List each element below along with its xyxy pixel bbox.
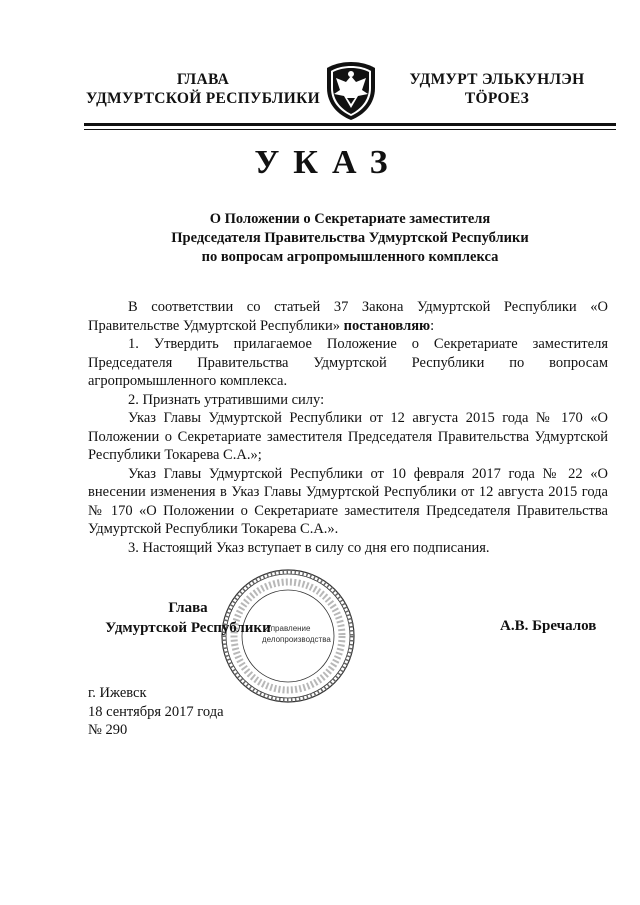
repealed-decree-1: Указ Главы Удмуртской Республики от 12 августа 2015 года № 170 «О Положении о Секретариате заместителя Председателя Правительства Удмуртской Республики Токарева С.А.»;: [88, 410, 608, 463]
repealed-decree-2: Указ Главы Удмуртской Республики от 10 февраля 2017 года № 22 «О внесении изменения в Указ Главы Удмуртской Республики от 12 августа 2015 года № 170 «О Положении о Секретариате заместителя Председателя Правительства Удмуртской Республики Токарева С.А.».: [88, 465, 608, 537]
header-rule-thick: [84, 123, 616, 126]
subject-line1: О Положении о Секретариате заместителя: [209, 211, 491, 227]
signatory-name: А.В. Бречалов: [500, 618, 597, 634]
header-right-line2: ТӦРОЕЗ: [464, 90, 530, 107]
signatory-position-line2: Удмуртской Республики: [105, 620, 271, 636]
document-number: № 290: [88, 722, 128, 738]
item-1-paragraph: 1. Утвердить прилагаемое Положение о Секретариате заместителя Председателя Правительства Удмуртской Республики по вопросам агропромышленного комплекса.: [88, 336, 608, 389]
stamp-line2: делопроизводства: [262, 635, 331, 644]
item-2-paragraph: 2. Признать утратившими силу:: [128, 391, 325, 408]
signing-date: 18 сентября 2017 года: [88, 703, 224, 720]
signatory-position: [88, 598, 288, 638]
preamble-text: В соответствии со статьей 37 Закона Удмуртской Республики «О Правительстве Удмуртской Республики»: [88, 299, 608, 334]
subject-line3: по вопросам агропромышленного комплекса: [201, 249, 499, 265]
header-rule-thin: [84, 129, 616, 130]
header-left-line2: УДМУРТСКОЙ РЕСПУБЛИКИ: [85, 90, 320, 107]
header-right-title: [392, 70, 602, 108]
stamp-line1: Управление: [266, 624, 311, 633]
header-left-line1: ГЛАВА: [176, 71, 230, 88]
subject-line2: Председателя Правительства Удмуртской Республики: [171, 230, 529, 246]
preamble-colon: :: [430, 317, 435, 334]
place-of-signing: г. Ижевск: [88, 685, 147, 701]
document-footer: [88, 684, 288, 740]
signatory-position-line1: Глава: [168, 600, 208, 616]
header-right-line1: УДМУРТ ЭЛЬКУНЛЭН: [409, 71, 585, 88]
preamble-paragraph: [88, 298, 608, 335]
document-body: [88, 298, 608, 557]
document-subject: [120, 210, 580, 267]
decree-keyword: постановляю: [343, 317, 431, 334]
item-3-paragraph: 3. Настоящий Указ вступает в силу со дня его подписания.: [128, 539, 490, 556]
document-title: УКАЗ: [254, 144, 402, 181]
udmurt-eagle-emblem-icon: [322, 60, 380, 122]
header-left-title: [78, 70, 328, 108]
